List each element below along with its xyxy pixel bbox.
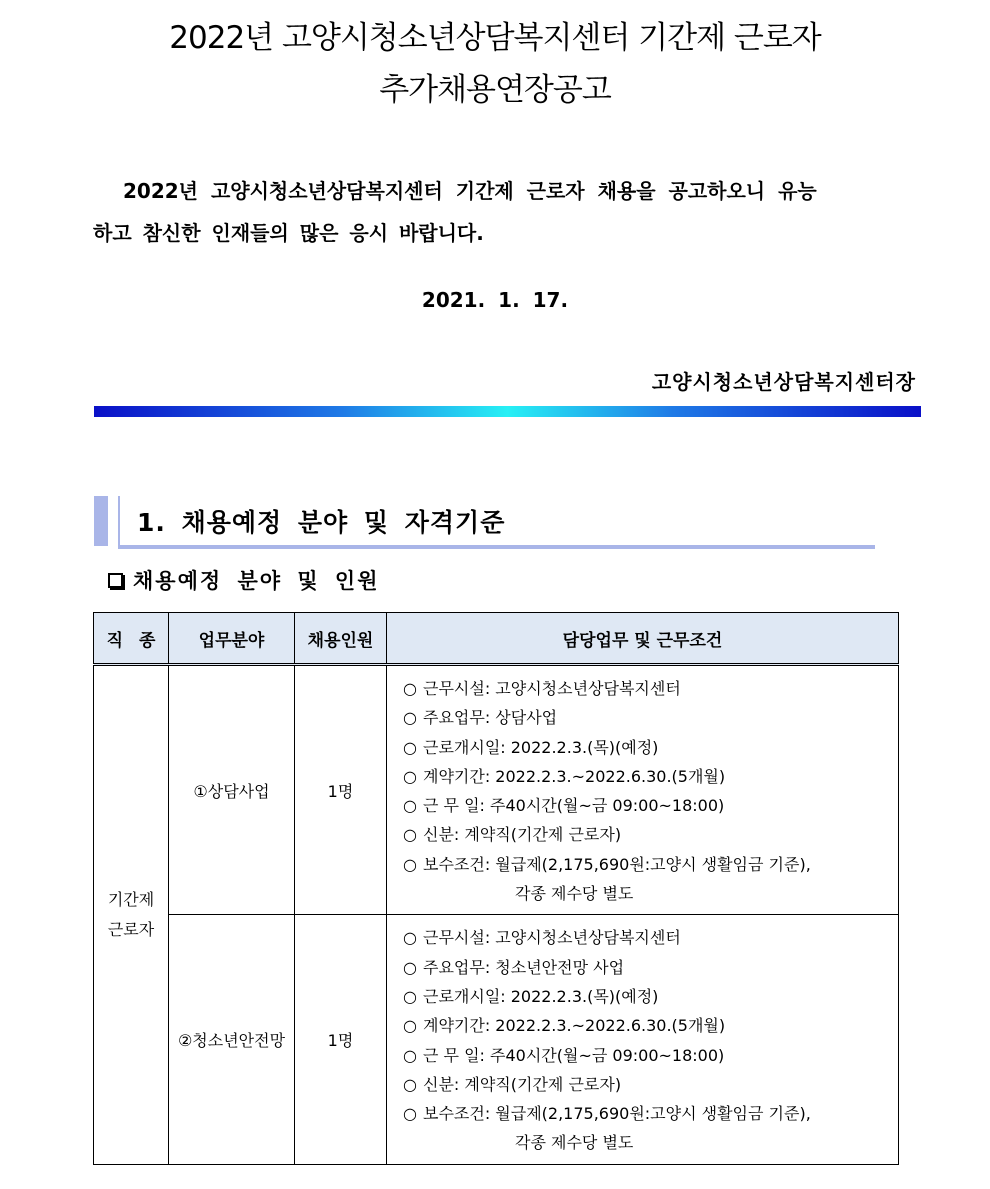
table-header-row: [94, 613, 899, 665]
detail-line: ○ 근로개시일: 2022.2.3.(목)(예정): [403, 986, 659, 1006]
detail-continuation: 각종 제수당 별도: [515, 1133, 634, 1153]
job-type-line1: 기간제: [107, 889, 155, 909]
subheading: [108, 565, 380, 595]
headcount-cell: 1명: [295, 915, 387, 1164]
announcement-date: 2021. 1. 17.: [421, 288, 569, 312]
detail-line: ○ 근로개시일: 2022.2.3.(목)(예정): [403, 737, 659, 757]
intro-paragraph: [93, 170, 893, 254]
table-row: [94, 665, 899, 915]
section-accent-bar: [94, 496, 108, 546]
gradient-divider: [94, 406, 921, 417]
detail-line: ○ 신분: 계약직(기간제 근로자): [403, 825, 622, 845]
table-row: [94, 915, 899, 1164]
detail-line: ○ 근무시설: 고양시청소년상담복지센터: [403, 928, 681, 948]
detail-line: ○ 근 무 일: 주40시간(월~금 09:00~18:00): [403, 1045, 725, 1065]
detail-line: ○ 신분: 계약직(기간제 근로자): [403, 1074, 622, 1094]
intro-line1: 2022년 고양시청소년상담복지센터 기간제 근로자 채용을 공고하오니 유능: [123, 179, 817, 203]
detail-line: ○ 근 무 일: 주40시간(월~금 09:00~18:00): [403, 796, 725, 816]
document-title-line2: 추가채용연장공고: [379, 72, 611, 108]
document-title-line1: 2022년 고양시청소년상담복지센터 기간제 근로자: [169, 20, 821, 56]
headcount-cell: 1명: [295, 665, 387, 915]
header-duties-conditions: 담당업무 및 근무조건: [387, 613, 899, 665]
section-frame-underline: [118, 545, 875, 549]
intro-line2: 하고 참신한 인재들의 많은 응시 바랍니다.: [93, 221, 484, 245]
recruitment-table: [93, 612, 899, 1165]
header-headcount: 채용인원: [295, 613, 387, 665]
details-cell: [387, 915, 899, 1164]
work-field-cell: ①상담사업: [169, 665, 295, 915]
job-type-cell: [94, 665, 169, 1165]
detail-line: ○ 근무시설: 고양시청소년상담복지센터: [403, 679, 681, 698]
section-title: 1. 채용예정 분야 및 자격기준: [137, 508, 506, 537]
header-work-field: 업무분야: [169, 613, 295, 665]
details-cell: [387, 665, 899, 915]
detail-line: ○ 계약기간: 2022.2.3.~2022.6.30.(5개월): [403, 766, 726, 786]
detail-line: ○ 주요업무: 상담사업: [403, 708, 558, 728]
subheading-text: 채용예정 분야 및 인원: [133, 569, 380, 593]
detail-line: ○ 주요업무: 청소년안전망 사업: [403, 957, 625, 977]
detail-line: ○ 계약기간: 2022.2.3.~2022.6.30.(5개월): [403, 1016, 726, 1036]
job-type-line2: 근로자: [107, 919, 155, 939]
work-field-cell: ②청소년안전망: [169, 915, 295, 1164]
detail-line: ○ 보수조건: 월급제(2,175,690원:고양시 생활임금 기준),: [403, 854, 811, 874]
detail-line: ○ 보수조건: 월급제(2,175,690원:고양시 생활임금 기준),: [403, 1104, 811, 1124]
header-job-type: 직 종: [94, 613, 169, 665]
detail-continuation: 각종 제수당 별도: [515, 884, 634, 904]
section-frame-vertical: [118, 496, 120, 548]
issuer-name: 고양시청소년상담복지센터장: [651, 370, 916, 394]
checkbox-icon: [108, 573, 123, 588]
